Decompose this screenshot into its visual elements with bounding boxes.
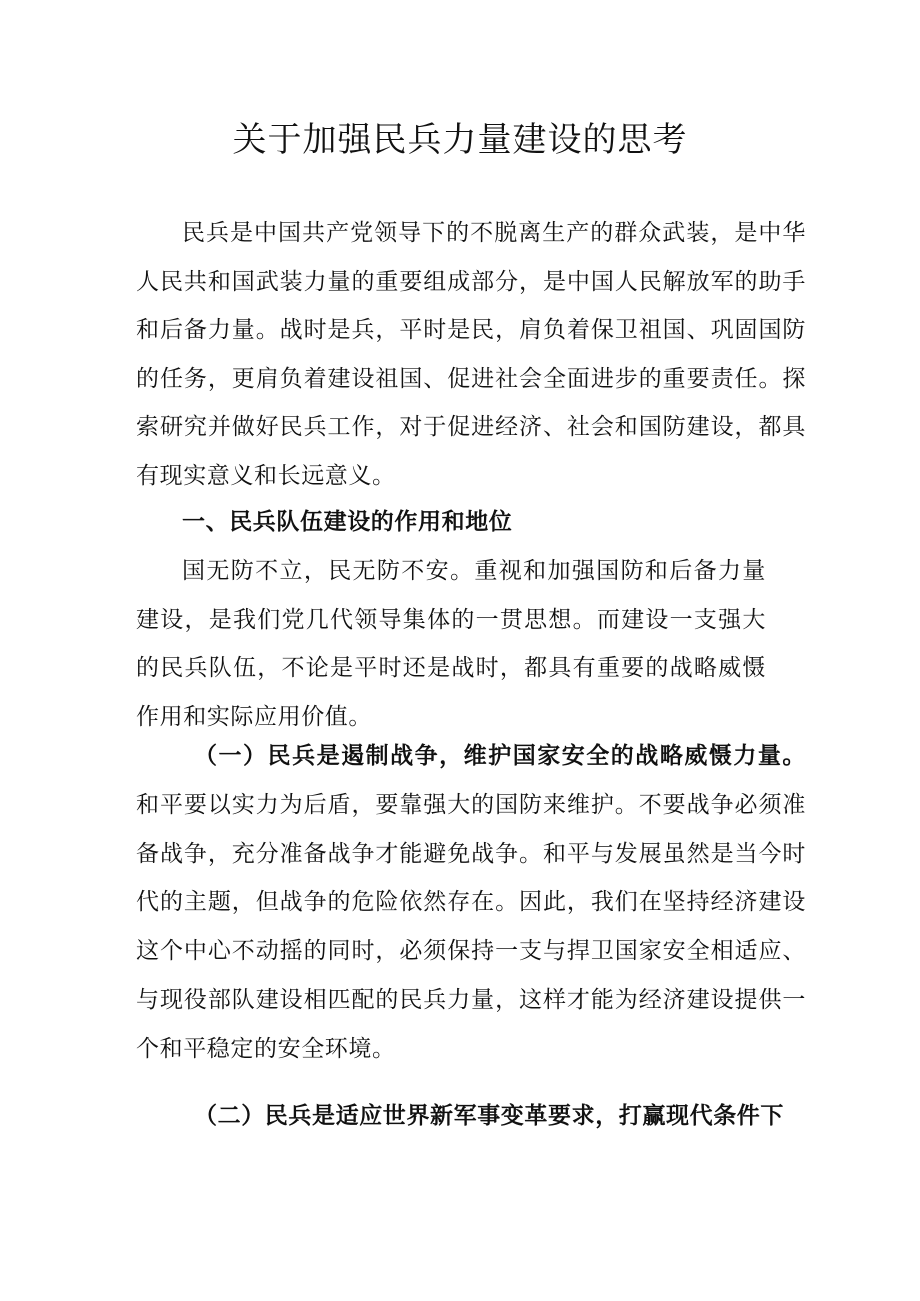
document-title: 关于加强民兵力量建设的思考 — [232, 120, 688, 160]
subsection-1-body: 和平要以实力为后盾，要靠强大的国防来维护。不要战争必须准备战争，充分准备战争才能避免战争。和平与发展虽然是当今时代的主题，但战争的危险依然存在。因此，我们在坚持经济建设这个中心不动摇的同时，必须保持一支与捍卫国家安全相适应、与现役部队建设相匹配的民兵力量，这样才能为经济建设提供一个和平稳定的安全环境。 — [136, 791, 806, 1062]
intro-paragraph: 民兵是中国共产党领导下的不脱离生产的群众武装，是中华人民共和国武装力量的重要组成部分，是中国人民解放军的助手和后备力量。战时是兵，平时是民，肩负着保卫祖国、巩固国防的任务，更肩负着建设祖国、促进社会全面进步的重要责任。探索研究并做好民兵工作，对于促进经济、社会和国防建设，都具有现实意义和长远意义。 — [136, 220, 806, 489]
subsection-1-paragraph — [136, 732, 806, 1074]
subsection-1-lead: （一）民兵是遏制战争，维护国家安全的战略威慑力量。 — [194, 742, 806, 769]
section-heading: 一、民兵队伍建设的作用和地位 — [182, 508, 513, 535]
subsection-2-heading: （二）民兵是适应世界新军事变革要求，打赢现代条件下 — [194, 1102, 784, 1129]
section-paragraph: 国无防不立，民无防不安。重视和加强国防和后备力量建设，是我们党几代领导集体的一贯思想。而建设一支强大的民兵队伍，不论是平时还是战时，都具有重要的战略威慑作用和实际应用价值。 — [136, 558, 766, 730]
